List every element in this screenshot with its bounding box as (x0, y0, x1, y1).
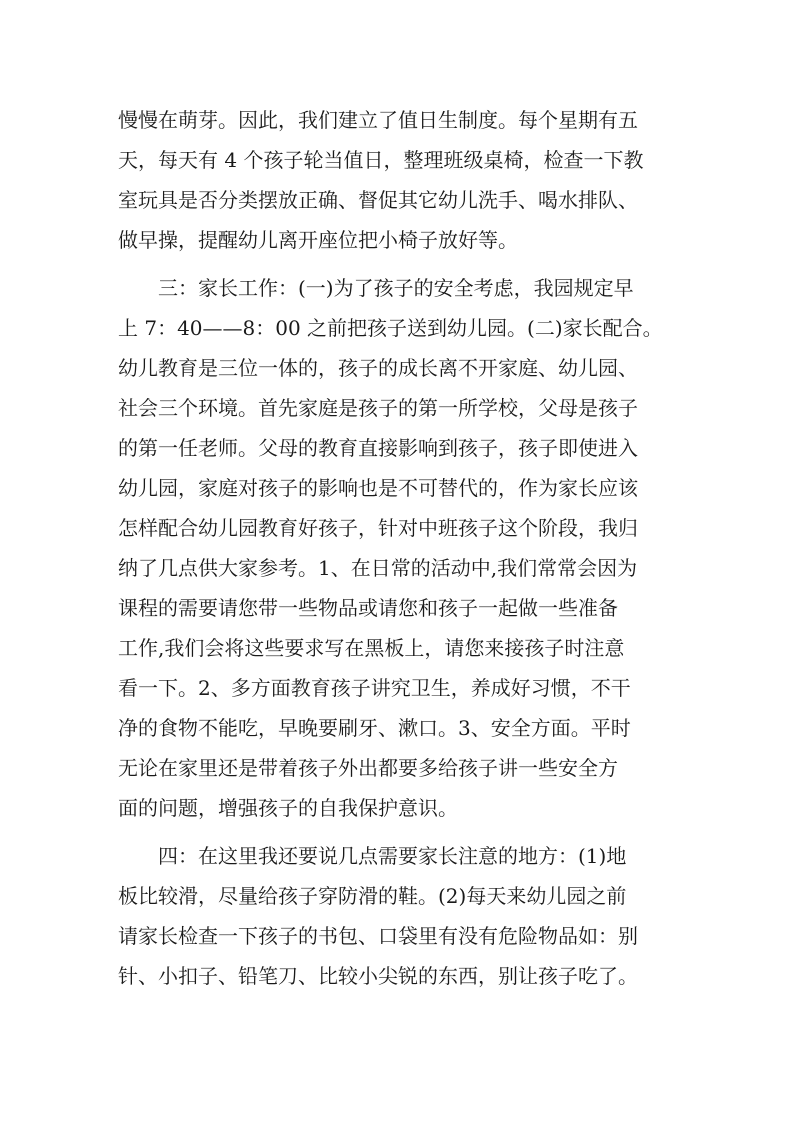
paragraph-line: 天，每天有 4 个孩子轮当值日，整理班级桌椅，检查一下教 (118, 148, 644, 172)
paragraph-line: 幼儿园，家庭对孩子的影响也是不可替代的，作为家长应该 (118, 476, 638, 500)
paragraph-line: 幼儿教育是三位一体的，孩子的成长离不开家庭、幼儿园、 (118, 356, 638, 380)
paragraph-line: 板比较滑，尽量给孩子穿防滑的鞋。(2)每天来幼儿园之前 (118, 884, 627, 908)
paragraph-line: 净的食物不能吃，早晚要刷牙、漱口。3、安全方面。平时 (118, 716, 631, 740)
paragraph-line: 上 7：40——8：00 之前把孩子送到幼儿园。(二)家长配合。 (118, 316, 663, 340)
paragraph-parent-work (118, 268, 688, 828)
paragraph-line: 社会三个环境。首先家庭是孩子的第一所学校，父母是孩子 (118, 396, 638, 420)
paragraph-line: 课程的需要请您带一些物品或请您和孩子一起做一些准备 (118, 596, 618, 620)
paragraph-line: 三：家长工作：(一)为了孩子的安全考虑，我园规定早 (158, 276, 634, 300)
paragraph-notes (118, 836, 688, 996)
document-body (118, 100, 688, 1004)
paragraph-line: 针、小扣子、铅笔刀、比较小尖锐的东西，别让孩子吃了。 (118, 964, 638, 988)
paragraph-line: 怎样配合幼儿园教育好孩子，针对中班孩子这个阶段，我归 (118, 516, 638, 540)
paragraph-1 (118, 100, 688, 260)
paragraph-line: 工作,我们会将这些要求写在黑板上，请您来接孩子时注意 (118, 636, 625, 660)
paragraph-line: 无论在家里还是带着孩子外出都要多给孩子讲一些安全方 (118, 756, 618, 780)
paragraph-line: 室玩具是否分类摆放正确、督促其它幼儿洗手、喝水排队、 (118, 188, 638, 212)
paragraph-line: 做早操，提醒幼儿离开座位把小椅子放好等。 (118, 228, 518, 252)
paragraph-line: 四：在这里我还要说几点需要家长注意的地方：(1)地 (158, 844, 627, 868)
paragraph-line: 看一下。2、多方面教育孩子讲究卫生，养成好习惯，不干 (118, 676, 631, 700)
paragraph-line: 慢慢在萌芽。因此，我们建立了值日生制度。每个星期有五 (118, 108, 638, 132)
paragraph-line: 的第一任老师。父母的教育直接影响到孩子，孩子即使进入 (118, 436, 638, 460)
paragraph-line: 面的问题，增强孩子的自我保护意识。 (118, 796, 458, 820)
paragraph-line: 请家长检查一下孩子的书包、口袋里有没有危险物品如：别 (118, 924, 638, 948)
paragraph-line: 纳了几点供大家参考。1、在日常的活动中,我们常常会因为 (118, 556, 638, 580)
